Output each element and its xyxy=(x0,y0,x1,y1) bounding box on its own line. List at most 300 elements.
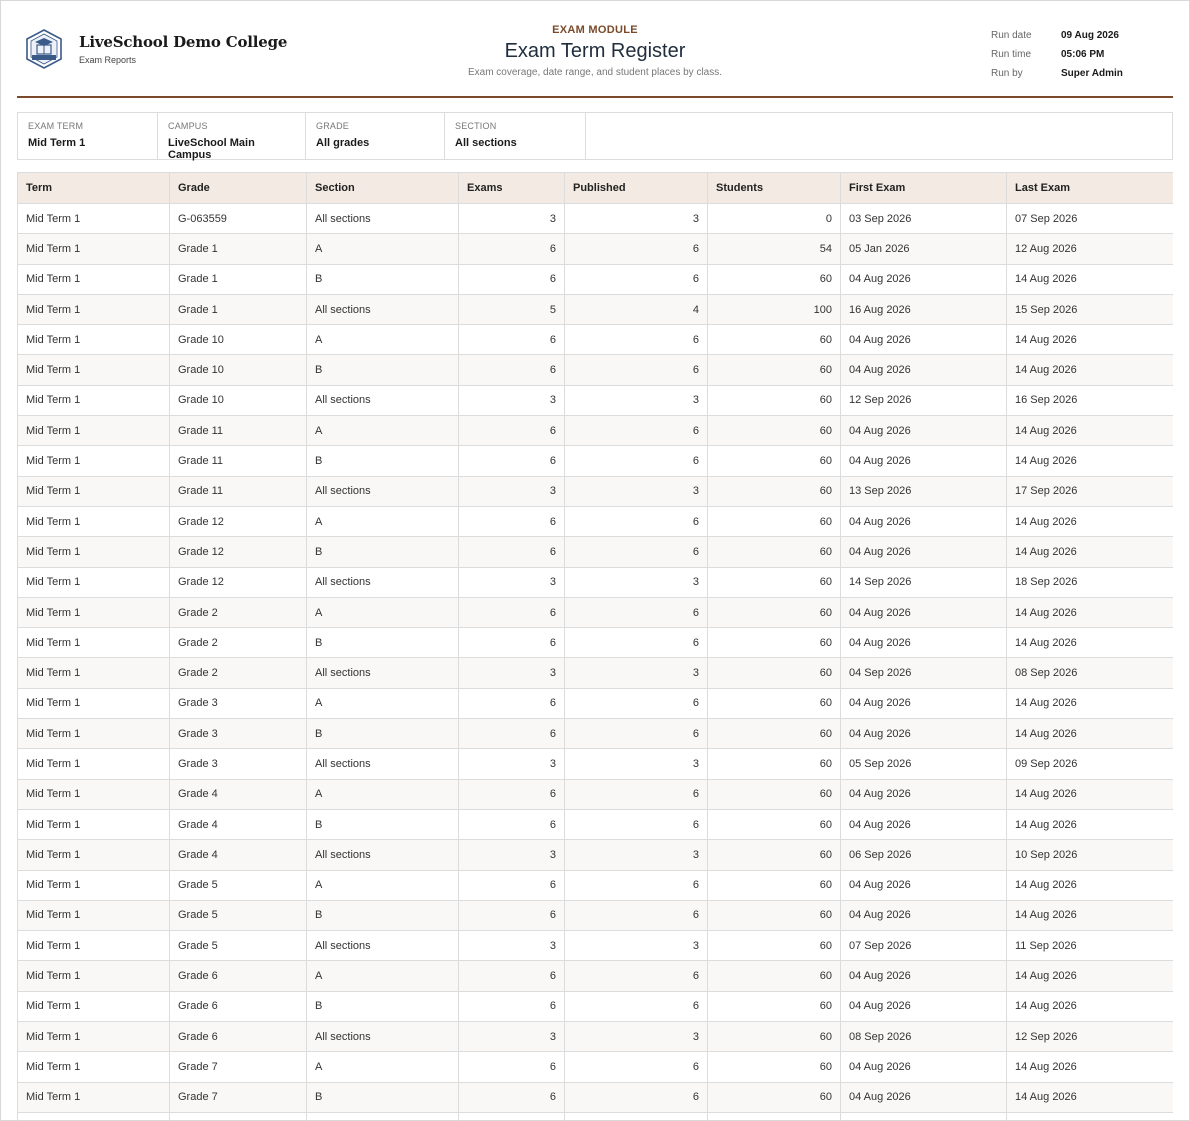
cell-exams: 3 xyxy=(459,385,565,415)
table-row xyxy=(18,476,1174,506)
cell-first-exam: 14 Sep 2026 xyxy=(841,567,1007,597)
cell-published: 6 xyxy=(565,870,708,900)
cell-published: 6 xyxy=(565,719,708,749)
cell-section: All sections xyxy=(307,385,459,415)
cell-students: 60 xyxy=(708,961,841,991)
table-row xyxy=(18,900,1174,930)
cell-grade: Grade 3 xyxy=(170,688,307,718)
cell-last-exam: 12 Aug 2026 xyxy=(1007,234,1174,264)
cell-section: All sections xyxy=(307,749,459,779)
cell-published: 6 xyxy=(565,325,708,355)
report-header xyxy=(17,16,1173,98)
cell-last-exam xyxy=(1007,1112,1174,1121)
cell-first-exam: 07 Sep 2026 xyxy=(841,931,1007,961)
cell-first-exam: 04 Aug 2026 xyxy=(841,355,1007,385)
cell-grade: Grade 2 xyxy=(170,597,307,627)
cell-published: 6 xyxy=(565,416,708,446)
cell-grade: G-063559 xyxy=(170,204,307,234)
cell-first-exam: 12 Sep 2026 xyxy=(841,385,1007,415)
column-header-first-exam[interactable]: First Exam xyxy=(841,173,1007,204)
cell-section: All sections xyxy=(307,294,459,324)
cell-last-exam: 16 Sep 2026 xyxy=(1007,385,1174,415)
cell-section: All sections xyxy=(307,1022,459,1052)
cell-grade: Grade 6 xyxy=(170,991,307,1021)
cell-grade: Grade 10 xyxy=(170,355,307,385)
cell-published: 3 xyxy=(565,385,708,415)
cell-published: 6 xyxy=(565,506,708,536)
cell-term: Mid Term 1 xyxy=(18,991,170,1021)
exam-term-table xyxy=(17,172,1173,1121)
cell-section: A xyxy=(307,870,459,900)
cell-last-exam: 14 Aug 2026 xyxy=(1007,809,1174,839)
table-row xyxy=(18,506,1174,536)
school-crest-icon xyxy=(23,28,65,70)
cell-section xyxy=(307,1112,459,1121)
cell-grade: Grade 4 xyxy=(170,840,307,870)
cell-first-exam: 04 Aug 2026 xyxy=(841,719,1007,749)
filter-section xyxy=(445,113,586,159)
cell-grade: Grade 3 xyxy=(170,719,307,749)
cell-section: A xyxy=(307,1052,459,1082)
cell-students: 60 xyxy=(708,719,841,749)
cell-first-exam: 04 Aug 2026 xyxy=(841,628,1007,658)
cell-grade: Grade 1 xyxy=(170,294,307,324)
cell-exams: 6 xyxy=(459,355,565,385)
cell-published: 3 xyxy=(565,1022,708,1052)
cell-exams: 3 xyxy=(459,749,565,779)
cell-term: Mid Term 1 xyxy=(18,597,170,627)
cell-students xyxy=(708,1112,841,1121)
cell-term: Mid Term 1 xyxy=(18,385,170,415)
cell-grade: Grade 1 xyxy=(170,234,307,264)
table-row xyxy=(18,961,1174,991)
exam-term-table-container xyxy=(17,172,1173,1121)
cell-first-exam: 04 Aug 2026 xyxy=(841,688,1007,718)
cell-exams: 6 xyxy=(459,719,565,749)
table-row xyxy=(18,628,1174,658)
cell-grade: Grade 4 xyxy=(170,809,307,839)
cell-students: 60 xyxy=(708,597,841,627)
cell-published: 6 xyxy=(565,537,708,567)
cell-students: 60 xyxy=(708,264,841,294)
cell-section: B xyxy=(307,809,459,839)
table-row xyxy=(18,658,1174,688)
cell-grade: Grade 4 xyxy=(170,779,307,809)
table-row xyxy=(18,537,1174,567)
table-row xyxy=(18,688,1174,718)
cell-exams: 6 xyxy=(459,809,565,839)
cell-exams: 6 xyxy=(459,991,565,1021)
cell-term xyxy=(18,1112,170,1121)
cell-last-exam: 11 Sep 2026 xyxy=(1007,931,1174,961)
cell-published: 6 xyxy=(565,688,708,718)
cell-term: Mid Term 1 xyxy=(18,870,170,900)
filter-grade xyxy=(306,113,445,159)
cell-exams: 6 xyxy=(459,506,565,536)
cell-last-exam: 14 Aug 2026 xyxy=(1007,900,1174,930)
cell-section: All sections xyxy=(307,931,459,961)
filter-label: CAMPUS xyxy=(168,121,208,131)
cell-students: 60 xyxy=(708,416,841,446)
cell-first-exam: 04 Aug 2026 xyxy=(841,809,1007,839)
run-date-row xyxy=(991,26,1123,45)
cell-exams: 3 xyxy=(459,476,565,506)
cell-term: Mid Term 1 xyxy=(18,840,170,870)
cell-section: All sections xyxy=(307,658,459,688)
cell-term: Mid Term 1 xyxy=(18,658,170,688)
cell-last-exam: 14 Aug 2026 xyxy=(1007,416,1174,446)
cell-term: Mid Term 1 xyxy=(18,1082,170,1112)
cell-section: B xyxy=(307,719,459,749)
brand xyxy=(23,28,287,70)
cell-term: Mid Term 1 xyxy=(18,567,170,597)
cell-term: Mid Term 1 xyxy=(18,779,170,809)
cell-last-exam: 14 Aug 2026 xyxy=(1007,628,1174,658)
cell-exams: 6 xyxy=(459,628,565,658)
cell-students: 60 xyxy=(708,325,841,355)
table-row xyxy=(18,325,1174,355)
cell-first-exam: 04 Aug 2026 xyxy=(841,779,1007,809)
table-body xyxy=(18,204,1174,1121)
cell-published: 6 xyxy=(565,779,708,809)
cell-exams: 6 xyxy=(459,446,565,476)
run-info xyxy=(991,26,1123,83)
cell-term: Mid Term 1 xyxy=(18,749,170,779)
cell-exams: 6 xyxy=(459,416,565,446)
cell-published: 6 xyxy=(565,264,708,294)
cell-students: 60 xyxy=(708,385,841,415)
cell-term: Mid Term 1 xyxy=(18,961,170,991)
cell-grade: Grade 1 xyxy=(170,264,307,294)
cell-students: 60 xyxy=(708,931,841,961)
cell-published: 6 xyxy=(565,355,708,385)
cell-term: Mid Term 1 xyxy=(18,900,170,930)
cell-last-exam: 14 Aug 2026 xyxy=(1007,537,1174,567)
cell-exams: 3 xyxy=(459,840,565,870)
cell-grade: Grade 10 xyxy=(170,385,307,415)
cell-students: 60 xyxy=(708,506,841,536)
cell-published: 3 xyxy=(565,204,708,234)
cell-grade: Grade 5 xyxy=(170,931,307,961)
report-title-block xyxy=(395,24,795,78)
cell-first-exam: 04 Aug 2026 xyxy=(841,900,1007,930)
cell-section: A xyxy=(307,325,459,355)
filter-summary xyxy=(17,112,1173,160)
cell-grade: Grade 2 xyxy=(170,658,307,688)
cell-last-exam: 07 Sep 2026 xyxy=(1007,204,1174,234)
column-header-last-exam[interactable]: Last Exam xyxy=(1007,173,1174,204)
table-row xyxy=(18,840,1174,870)
run-time-value: 05:06 PM xyxy=(1061,49,1105,60)
cell-term: Mid Term 1 xyxy=(18,931,170,961)
cell-published: 4 xyxy=(565,294,708,324)
cell-exams: 5 xyxy=(459,294,565,324)
cell-exams xyxy=(459,1112,565,1121)
cell-term: Mid Term 1 xyxy=(18,809,170,839)
column-header-section[interactable]: Section xyxy=(307,173,459,204)
cell-students: 60 xyxy=(708,658,841,688)
cell-last-exam: 14 Aug 2026 xyxy=(1007,355,1174,385)
cell-students: 60 xyxy=(708,1022,841,1052)
cell-exams: 6 xyxy=(459,1082,565,1112)
table-row xyxy=(18,446,1174,476)
cell-published: 3 xyxy=(565,931,708,961)
module-label: EXAM MODULE xyxy=(552,24,638,36)
table-row xyxy=(18,355,1174,385)
table-row xyxy=(18,1112,1174,1121)
cell-grade: Grade 5 xyxy=(170,900,307,930)
table-header-row xyxy=(18,173,1174,204)
table-row xyxy=(18,779,1174,809)
cell-published: 6 xyxy=(565,961,708,991)
cell-grade: Grade 2 xyxy=(170,628,307,658)
cell-first-exam xyxy=(841,1112,1007,1121)
cell-published: 6 xyxy=(565,234,708,264)
table-row xyxy=(18,870,1174,900)
cell-first-exam: 04 Aug 2026 xyxy=(841,416,1007,446)
cell-last-exam: 14 Aug 2026 xyxy=(1007,870,1174,900)
cell-term: Mid Term 1 xyxy=(18,628,170,658)
cell-students: 0 xyxy=(708,204,841,234)
cell-section: A xyxy=(307,688,459,718)
cell-published: 6 xyxy=(565,991,708,1021)
cell-section: A xyxy=(307,234,459,264)
cell-section: A xyxy=(307,416,459,446)
table-row xyxy=(18,385,1174,415)
cell-students: 60 xyxy=(708,476,841,506)
column-header-published[interactable]: Published xyxy=(565,173,708,204)
cell-exams: 6 xyxy=(459,1052,565,1082)
cell-students: 60 xyxy=(708,537,841,567)
cell-first-exam: 05 Sep 2026 xyxy=(841,749,1007,779)
cell-term: Mid Term 1 xyxy=(18,325,170,355)
cell-section: A xyxy=(307,961,459,991)
cell-last-exam: 14 Aug 2026 xyxy=(1007,264,1174,294)
table-row xyxy=(18,749,1174,779)
cell-published: 6 xyxy=(565,1052,708,1082)
cell-first-exam: 03 Sep 2026 xyxy=(841,204,1007,234)
cell-published: 6 xyxy=(565,809,708,839)
cell-first-exam: 04 Aug 2026 xyxy=(841,1082,1007,1112)
table-row xyxy=(18,809,1174,839)
cell-term: Mid Term 1 xyxy=(18,355,170,385)
cell-exams: 6 xyxy=(459,870,565,900)
table-row xyxy=(18,1052,1174,1082)
cell-students: 60 xyxy=(708,1082,841,1112)
filter-campus xyxy=(158,113,306,159)
cell-grade: Grade 3 xyxy=(170,749,307,779)
cell-published: 6 xyxy=(565,900,708,930)
cell-section: All sections xyxy=(307,204,459,234)
table-row xyxy=(18,931,1174,961)
cell-term: Mid Term 1 xyxy=(18,537,170,567)
cell-published: 3 xyxy=(565,476,708,506)
cell-last-exam: 08 Sep 2026 xyxy=(1007,658,1174,688)
cell-last-exam: 14 Aug 2026 xyxy=(1007,688,1174,718)
cell-exams: 6 xyxy=(459,688,565,718)
cell-last-exam: 18 Sep 2026 xyxy=(1007,567,1174,597)
cell-published: 6 xyxy=(565,628,708,658)
cell-term: Mid Term 1 xyxy=(18,234,170,264)
cell-published xyxy=(565,1112,708,1121)
cell-term: Mid Term 1 xyxy=(18,446,170,476)
cell-section: A xyxy=(307,506,459,536)
cell-last-exam: 14 Aug 2026 xyxy=(1007,446,1174,476)
cell-grade: Grade 11 xyxy=(170,446,307,476)
table-row xyxy=(18,597,1174,627)
filter-label: SECTION xyxy=(455,121,497,131)
table-row xyxy=(18,294,1174,324)
cell-first-exam: 04 Aug 2026 xyxy=(841,961,1007,991)
cell-first-exam: 16 Aug 2026 xyxy=(841,294,1007,324)
table-row xyxy=(18,991,1174,1021)
run-date-value: 09 Aug 2026 xyxy=(1061,30,1119,41)
cell-first-exam: 04 Aug 2026 xyxy=(841,870,1007,900)
cell-students: 60 xyxy=(708,355,841,385)
run-by-label: Run by xyxy=(991,68,1023,79)
table-row xyxy=(18,719,1174,749)
cell-first-exam: 04 Aug 2026 xyxy=(841,506,1007,536)
cell-exams: 6 xyxy=(459,779,565,809)
cell-term: Mid Term 1 xyxy=(18,506,170,536)
cell-term: Mid Term 1 xyxy=(18,264,170,294)
table-row xyxy=(18,1022,1174,1052)
cell-first-exam: 05 Jan 2026 xyxy=(841,234,1007,264)
cell-term: Mid Term 1 xyxy=(18,1022,170,1052)
cell-term: Mid Term 1 xyxy=(18,204,170,234)
table-row xyxy=(18,264,1174,294)
cell-students: 60 xyxy=(708,446,841,476)
cell-section: B xyxy=(307,1082,459,1112)
school-name: LiveSchool Demo College xyxy=(79,33,288,51)
cell-grade: Grade 5 xyxy=(170,870,307,900)
cell-last-exam: 14 Aug 2026 xyxy=(1007,1052,1174,1082)
cell-term: Mid Term 1 xyxy=(18,688,170,718)
page-subtitle: Exam coverage, date range, and student places by class. xyxy=(467,67,723,78)
cell-last-exam: 14 Aug 2026 xyxy=(1007,506,1174,536)
cell-first-exam: 04 Aug 2026 xyxy=(841,446,1007,476)
run-by-value: Super Admin xyxy=(1061,68,1123,79)
cell-exams: 3 xyxy=(459,931,565,961)
cell-section: All sections xyxy=(307,567,459,597)
cell-last-exam: 09 Sep 2026 xyxy=(1007,749,1174,779)
cell-published: 6 xyxy=(565,1082,708,1112)
cell-students: 60 xyxy=(708,900,841,930)
cell-section: B xyxy=(307,628,459,658)
cell-published: 3 xyxy=(565,658,708,688)
filter-exam-term xyxy=(18,113,158,159)
cell-exams: 6 xyxy=(459,597,565,627)
run-date-label: Run date xyxy=(991,30,1032,41)
table-row xyxy=(18,416,1174,446)
cell-grade: Grade 11 xyxy=(170,416,307,446)
cell-term: Mid Term 1 xyxy=(18,719,170,749)
cell-section: B xyxy=(307,991,459,1021)
school-subtitle: Exam Reports xyxy=(79,55,137,65)
column-header-term[interactable]: Term xyxy=(18,173,170,204)
cell-students: 60 xyxy=(708,567,841,597)
page-title: Exam Term Register xyxy=(504,40,686,62)
filter-value: Mid Term 1 xyxy=(28,137,86,149)
cell-exams: 6 xyxy=(459,900,565,930)
cell-grade: Grade 10 xyxy=(170,325,307,355)
cell-first-exam: 08 Sep 2026 xyxy=(841,1022,1007,1052)
table-row xyxy=(18,567,1174,597)
cell-section: A xyxy=(307,779,459,809)
cell-exams: 6 xyxy=(459,537,565,567)
cell-exams: 3 xyxy=(459,204,565,234)
cell-exams: 3 xyxy=(459,658,565,688)
cell-students: 60 xyxy=(708,840,841,870)
cell-students: 100 xyxy=(708,294,841,324)
cell-published: 6 xyxy=(565,597,708,627)
cell-first-exam: 04 Aug 2026 xyxy=(841,537,1007,567)
cell-students: 60 xyxy=(708,809,841,839)
cell-section: B xyxy=(307,355,459,385)
cell-grade: Grade 12 xyxy=(170,537,307,567)
cell-term: Mid Term 1 xyxy=(18,294,170,324)
cell-section: B xyxy=(307,537,459,567)
cell-first-exam: 04 Aug 2026 xyxy=(841,991,1007,1021)
cell-first-exam: 06 Sep 2026 xyxy=(841,840,1007,870)
cell-last-exam: 14 Aug 2026 xyxy=(1007,325,1174,355)
filter-label: GRADE xyxy=(316,121,350,131)
cell-term: Mid Term 1 xyxy=(18,1052,170,1082)
cell-term: Mid Term 1 xyxy=(18,476,170,506)
cell-last-exam: 14 Aug 2026 xyxy=(1007,991,1174,1021)
table-row xyxy=(18,1082,1174,1112)
cell-students: 54 xyxy=(708,234,841,264)
column-header-students[interactable]: Students xyxy=(708,173,841,204)
cell-students: 60 xyxy=(708,1052,841,1082)
cell-grade: Grade 11 xyxy=(170,476,307,506)
cell-last-exam: 17 Sep 2026 xyxy=(1007,476,1174,506)
cell-first-exam: 04 Aug 2026 xyxy=(841,1052,1007,1082)
cell-section: B xyxy=(307,900,459,930)
cell-students: 60 xyxy=(708,870,841,900)
cell-published: 3 xyxy=(565,567,708,597)
cell-section: All sections xyxy=(307,476,459,506)
cell-first-exam: 04 Aug 2026 xyxy=(841,325,1007,355)
cell-grade: Grade 12 xyxy=(170,506,307,536)
column-header-grade[interactable]: Grade xyxy=(170,173,307,204)
cell-first-exam: 13 Sep 2026 xyxy=(841,476,1007,506)
cell-exams: 6 xyxy=(459,961,565,991)
cell-last-exam: 14 Aug 2026 xyxy=(1007,961,1174,991)
cell-last-exam: 10 Sep 2026 xyxy=(1007,840,1174,870)
cell-students: 60 xyxy=(708,628,841,658)
run-time-row xyxy=(991,45,1123,64)
run-by-row xyxy=(991,64,1123,83)
filter-value: All grades xyxy=(316,137,370,149)
filter-label: EXAM TERM xyxy=(28,121,84,131)
run-time-label: Run time xyxy=(991,49,1032,60)
cell-grade: Grade 6 xyxy=(170,961,307,991)
filter-value: All sections xyxy=(455,137,517,149)
cell-first-exam: 04 Sep 2026 xyxy=(841,658,1007,688)
cell-exams: 3 xyxy=(459,1022,565,1052)
cell-grade xyxy=(170,1112,307,1121)
cell-first-exam: 04 Aug 2026 xyxy=(841,264,1007,294)
cell-last-exam: 14 Aug 2026 xyxy=(1007,719,1174,749)
cell-section: B xyxy=(307,446,459,476)
cell-published: 3 xyxy=(565,840,708,870)
cell-exams: 6 xyxy=(459,264,565,294)
cell-section: A xyxy=(307,597,459,627)
column-header-exams[interactable]: Exams xyxy=(459,173,565,204)
cell-exams: 6 xyxy=(459,234,565,264)
cell-section: B xyxy=(307,264,459,294)
